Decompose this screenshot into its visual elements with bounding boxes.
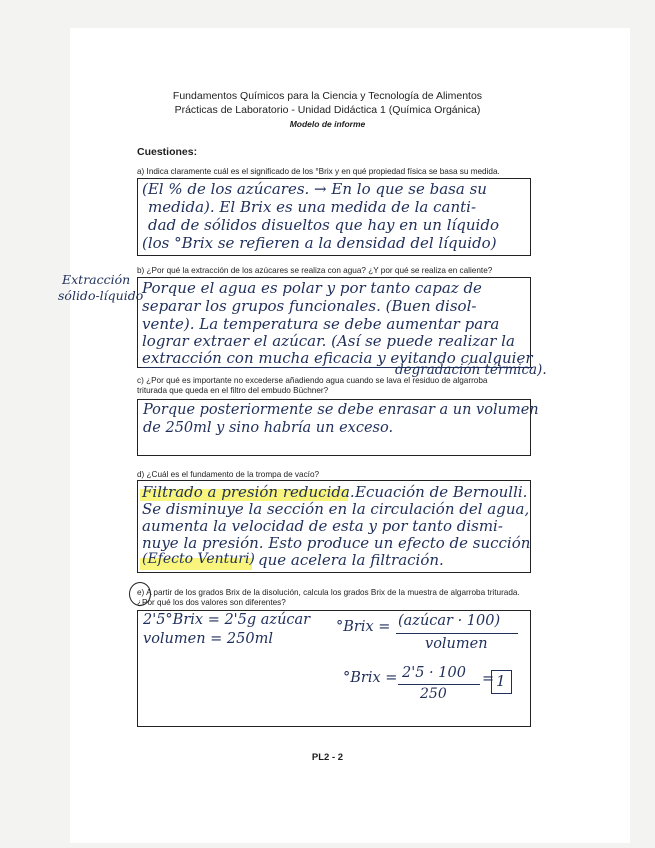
answer-b-line-1: Porque el agua es polar y por tanto capaz de: [142, 279, 482, 297]
question-e-prompt-2: ¿Por qué los dos valores son diferentes?: [137, 598, 286, 607]
header-subtitle: Prácticas de Laboratorio - Unidad Didáctica 1 (Química Orgánica): [174, 104, 481, 116]
answer-a-line-2: medida). El Brix es una medida de la canti-: [148, 198, 477, 216]
answer-a-line-3: dad de sólidos disueltos que hay en un líquido: [148, 216, 499, 234]
question-e-prompt-1: e) A partir de los grados Brix de la disolución, calcula los grados Brix de la muestra de algarroba triturada.: [137, 588, 520, 597]
answer-b-line-6: degradación térmica).: [395, 362, 547, 378]
page-number: PL2 - 2: [311, 752, 344, 763]
formula-fraction-bar: [396, 633, 518, 634]
calc-fraction-bar: [398, 684, 480, 685]
answer-d-line-3: aumenta la velocidad de esta y por tanto dismi-: [142, 517, 503, 535]
answer-d-line-2: Se disminuye la sección en la circulación del agua,: [142, 500, 530, 518]
formula-denominator: volumen: [425, 636, 488, 652]
given-brix: 2'5°Brix = 2'5g azúcar: [143, 612, 311, 628]
answer-d-highlight: Filtrado a presión reducida.: [142, 483, 355, 501]
question-a-prompt: a) Indica claramente cuál es el significado de los °Brix y en qué propiedad física se basa su medida.: [137, 167, 500, 176]
formula-numerator: (azúcar · 100): [398, 613, 501, 629]
answer-c-line-2: de 250ml y sino habría un exceso.: [143, 420, 394, 436]
calc-denominator: 250: [420, 686, 447, 702]
section-title: Cuestiones:: [137, 146, 198, 158]
question-b-prompt: b) ¿Por qué la extracción de los azúcares se realiza con agua? ¿Y por qué se realiza en caliente?: [137, 266, 493, 275]
formula-lhs: °Brix =: [336, 619, 391, 635]
answer-c-line-1: Porque posteriormente se debe enrasar a un volumen: [143, 402, 539, 418]
answer-d-highlight-2: (Efecto Venturi): [142, 551, 255, 567]
question-c-prompt-1: c) ¿Por qué es importante no excederse añadiendo agua cuando se lava el residuo de algarroba: [137, 376, 488, 385]
result-value: 1: [496, 672, 506, 690]
answer-a-line-1: (El % de los azúcares. → En lo que se basa su: [142, 180, 487, 198]
answer-d-line-5: que acelera la filtración.: [258, 551, 444, 569]
answer-d-line-1-rest: Ecuación de Bernoulli.: [355, 483, 528, 501]
header-model: Modelo de informe: [289, 119, 366, 129]
header-title: Fundamentos Químicos para la Ciencia y Tecnología de Alimentos: [172, 90, 483, 102]
calc-equals: =: [482, 671, 495, 687]
margin-note-line-2: sólido-líquido: [58, 288, 144, 303]
question-c-prompt-2: triturada que queda en el filtro del embudo Büchner?: [137, 386, 329, 395]
answer-b-line-5: extracción con mucha eficacia y evitando cualquier: [142, 349, 533, 367]
answer-b-line-2: separar los grupos funcionales. (Buen disol-: [142, 297, 477, 315]
question-d-prompt: d) ¿Cuál es el fundamento de la trompa de vacío?: [137, 470, 320, 479]
given-volume: volumen = 250ml: [143, 631, 273, 647]
answer-d-line-4: nuye la presión. Esto produce un efecto de succión: [142, 534, 531, 552]
calc-numerator: 2'5 · 100: [402, 665, 466, 681]
answer-b-line-4: lograr extraer el azúcar. (Así se puede realizar la: [142, 332, 515, 350]
margin-note-line-1: Extracción: [62, 272, 131, 287]
answer-b-line-3: vente). La temperatura se debe aumentar para: [142, 315, 500, 333]
answer-a-line-4: (los °Brix se refieren a la densidad del líquido): [142, 234, 497, 252]
calc-lhs: °Brix =: [343, 670, 398, 686]
